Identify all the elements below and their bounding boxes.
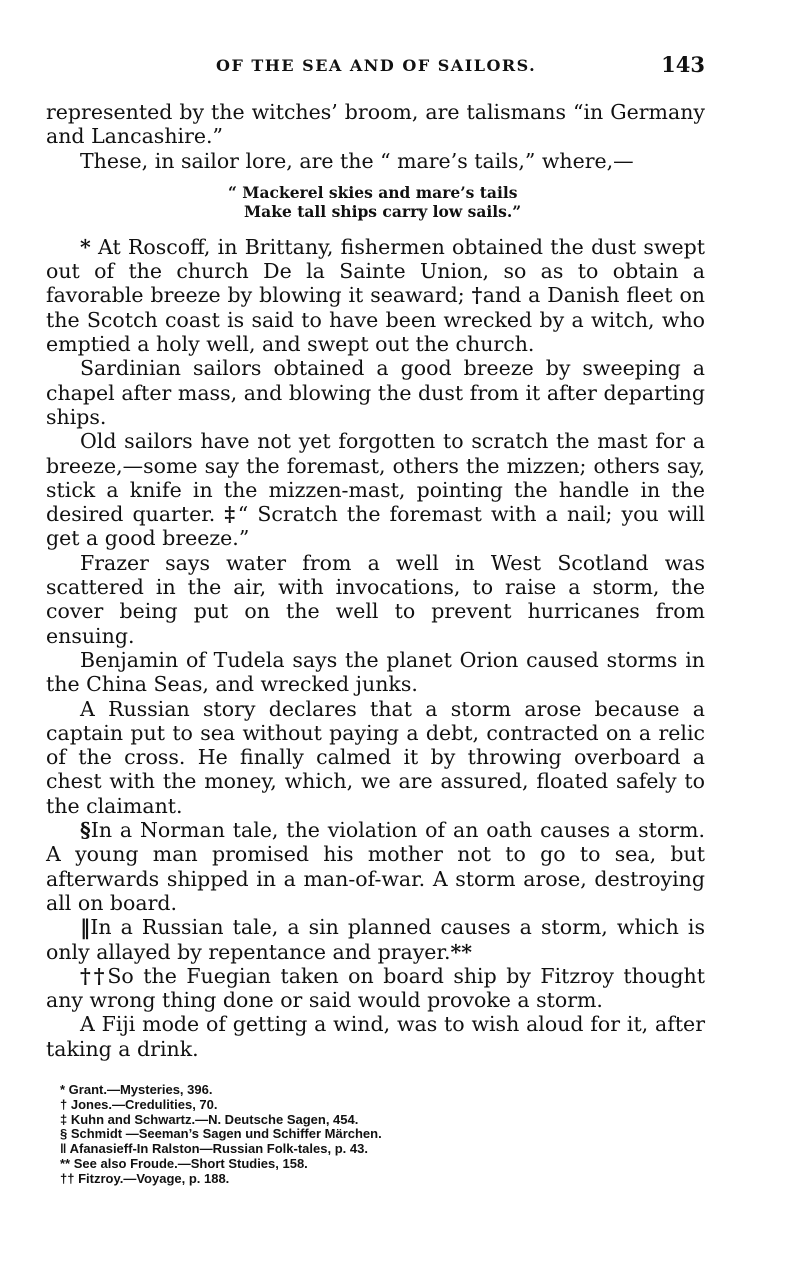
paragraph-text: In a Russian tale, a sin planned causes a storm, which is only allayed by repentance and prayer. <box>46 915 705 964</box>
footnote: * Grant.—Mysteries, 396. <box>60 1081 213 1097</box>
verse-quote <box>228 183 705 221</box>
page-number: 143 <box>661 52 705 77</box>
footnote: ‡ Kuhn and Schwartz.—N. Deutsche Sagen, 454. <box>60 1111 359 1127</box>
running-head <box>46 50 705 84</box>
footnote-mark: ** <box>450 939 472 964</box>
paragraph-russian-tale <box>46 915 705 964</box>
footnote: § Schmidt —Seeman’s Sagen und Schiffer Märchen. <box>60 1126 382 1142</box>
footnote-mark: † <box>471 283 483 308</box>
paragraph-text: So the Fuegian taken on board ship by Fitzroy thought any wrong thing done or said would provoke a storm. <box>46 963 705 1013</box>
footnotes <box>60 1083 705 1187</box>
footnote-mark: ‡ <box>224 502 238 527</box>
paragraph-sardinian: Sardinian sailors obtained a good breeze by sweeping a chapel after mass, and blowing the dust from it after departing ships. <box>46 356 705 429</box>
paragraph-mares-tails: These, in sailor lore, are the “ mare’s tails,” where,— <box>80 148 634 173</box>
paragraph-text: Old sailors have not yet forgotten to scratch the mast for a breeze,—some say the foremast, others the mizzen; others say, stick a knife in the mizzen-mast, pointing the handle in the desired quarter. <box>46 429 705 527</box>
paragraph-fiji: A Fiji mode of getting a wind, was to wish aloud for it, after taking a drink. <box>46 1012 705 1061</box>
paragraph-roscoff <box>46 235 705 356</box>
paragraph-fuegian <box>46 964 705 1013</box>
paragraph-frazer: Frazer says water from a well in West Scotland was scattered in the air, with invocations, to raise a storm, the cover being put on the well to prevent hurricanes from ensuing. <box>46 550 705 648</box>
paragraph-intro-continuation: represented by the witches’ broom, are talismans “in Germany and Lancashire.” <box>46 100 705 149</box>
paragraph-text: In a Norman tale, the violation of an oath causes a storm. A young man promised his mother not to go to sea, but afterwards shipped in a man-of-war. A storm arose, destroying all on board. <box>46 818 705 915</box>
footnote-mark: § <box>80 818 91 843</box>
footnote-mark: †† <box>80 963 108 988</box>
running-title: OF THE SEA AND OF SAILORS. <box>216 56 537 75</box>
paragraph-text: At Roscoff, in Brittany, fishermen obtained the dust swept out of the church De la Sainte Union, so as to obtain a favorable breeze by blowing it seaward; <box>46 234 705 308</box>
paragraph-norman <box>46 818 705 915</box>
verse-line-2: Make tall ships carry low sails.” <box>244 201 522 221</box>
paragraph-russian-story: A Russian story declares that a storm arose because a captain put to sea without paying a debt, contracted on a relic of the cross. He finally calmed it by throwing overboard a chest with the money, which, we are assured, floated safely to the claimant. <box>46 696 705 818</box>
footnote-mark: * <box>80 234 91 259</box>
verse-line-1: “ Mackerel skies and mare’s tails <box>228 182 518 202</box>
book-page <box>46 50 705 1187</box>
body-text <box>46 100 705 1061</box>
footnote: † Jones.—Credulities, 70. <box>60 1096 218 1112</box>
paragraph-text: and a Danish fleet on the Scotch coast is said to have been wrecked by a witch, who emptied a holy well, and swept out the church. <box>46 283 705 357</box>
footnote: ** See also Froude.—Short Studies, 158. <box>60 1155 308 1171</box>
footnote: †† Fitzroy.—Voyage, p. 188. <box>60 1170 230 1186</box>
footnote-mark: ‖ <box>80 915 91 940</box>
paragraph-benjamin: Benjamin of Tudela says the planet Orion caused storms in the China Seas, and wrecked junks. <box>46 647 705 697</box>
paragraph-text: “ Scratch the foremast with a nail; you will get a good breeze.” <box>46 502 705 551</box>
paragraph-old-sailors <box>46 429 705 550</box>
footnote: ‖ Afanasieff-In Ralston—Russian Folk-tales, p. 43. <box>60 1141 368 1157</box>
